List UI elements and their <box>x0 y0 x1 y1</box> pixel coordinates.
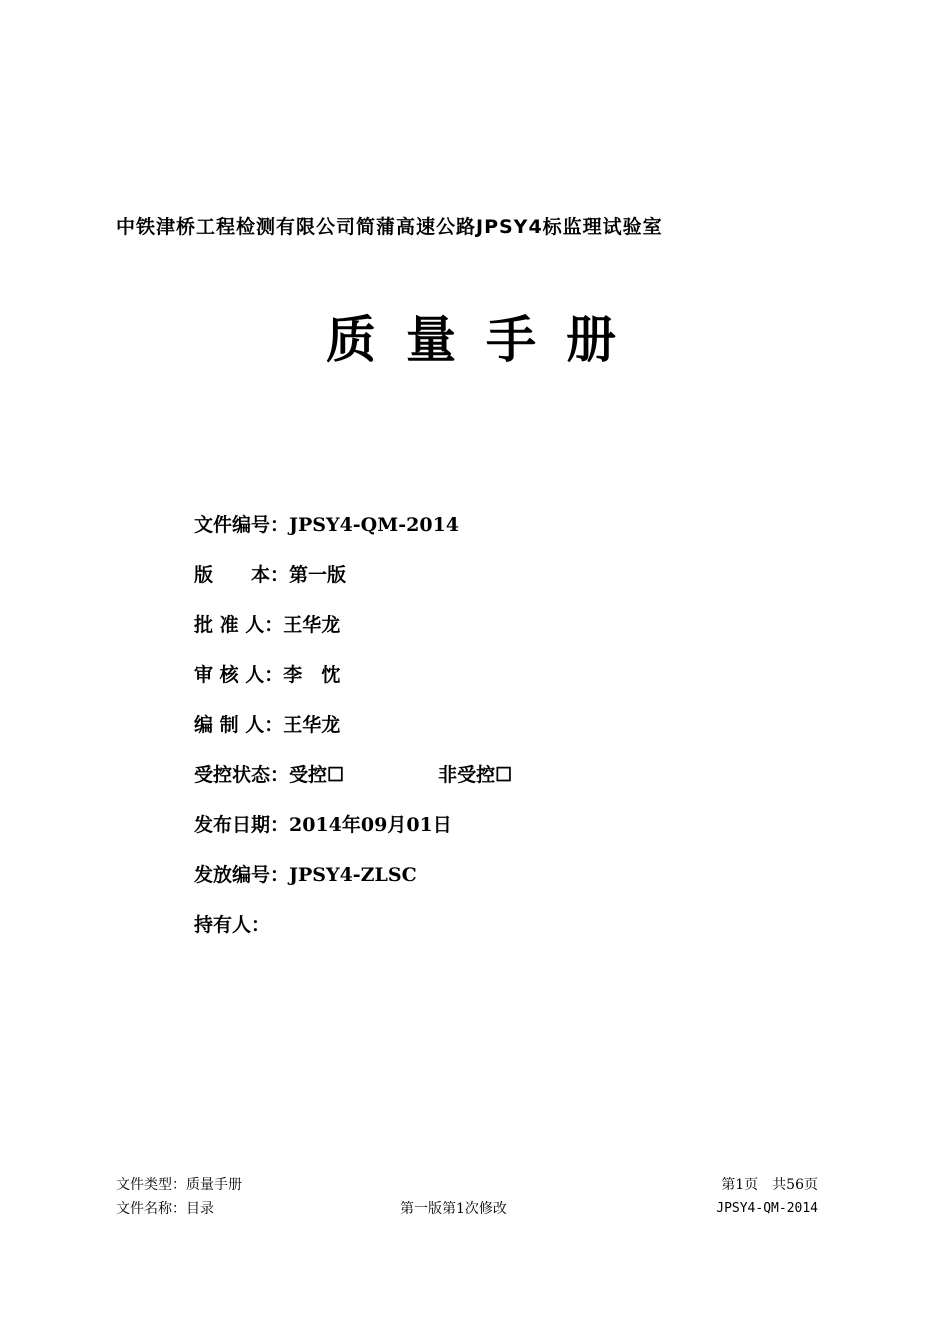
field-label: 版 本： <box>194 564 290 586</box>
organization-title: 中铁津桥工程检测有限公司简蒲高速公路JPSY4标监理试验室 <box>116 216 663 238</box>
field-control-status <box>194 760 794 810</box>
footer-file-name: 文件名称：目录 <box>116 1201 214 1217</box>
field-label: 受控状态： <box>194 764 290 786</box>
field-label: 审 核 人： <box>194 664 284 686</box>
field-label: 编 制 人： <box>194 714 284 736</box>
document-title: 质量手册 <box>326 310 646 369</box>
field-distribution-number <box>194 860 794 910</box>
field-value: 第一版 <box>289 564 347 586</box>
field-compiler <box>194 710 794 760</box>
footer-file-type: 文件类型：质量手册 <box>116 1177 242 1193</box>
field-value: 李 忱 <box>283 664 341 686</box>
field-value: 王华龙 <box>283 714 341 736</box>
field-approver <box>194 610 794 660</box>
field-label: 持有人： <box>194 914 271 936</box>
footer-doc-code: JPSY4-QM-2014 <box>716 1201 818 1216</box>
field-label: 发布日期： <box>194 814 290 836</box>
field-file-number <box>194 510 794 560</box>
field-release-date <box>194 810 794 860</box>
field-label: 发放编号： <box>194 864 290 886</box>
field-label: 文件编号： <box>194 514 290 536</box>
controlled-checkbox-label[interactable]: 受控☐ <box>289 764 345 786</box>
field-version <box>194 560 794 610</box>
field-value: JPSY4-QM-2014 <box>289 514 460 536</box>
field-value: JPSY4-ZLSC <box>289 864 417 886</box>
footer-revision: 第一版第1次修改 <box>400 1201 507 1217</box>
footer-row <box>116 1198 818 1222</box>
field-holder <box>194 910 794 960</box>
uncontrolled-checkbox-label[interactable]: 非受控☐ <box>438 764 513 786</box>
field-value: 王华龙 <box>283 614 341 636</box>
document-info-fields <box>194 510 794 960</box>
field-label: 批 准 人： <box>194 614 284 636</box>
page-footer <box>116 1174 818 1222</box>
field-reviewer <box>194 660 794 710</box>
footer-row <box>116 1174 818 1198</box>
field-value: 2014年09月01日 <box>289 814 452 836</box>
footer-page-info: 第1页 共56页 <box>721 1177 818 1193</box>
